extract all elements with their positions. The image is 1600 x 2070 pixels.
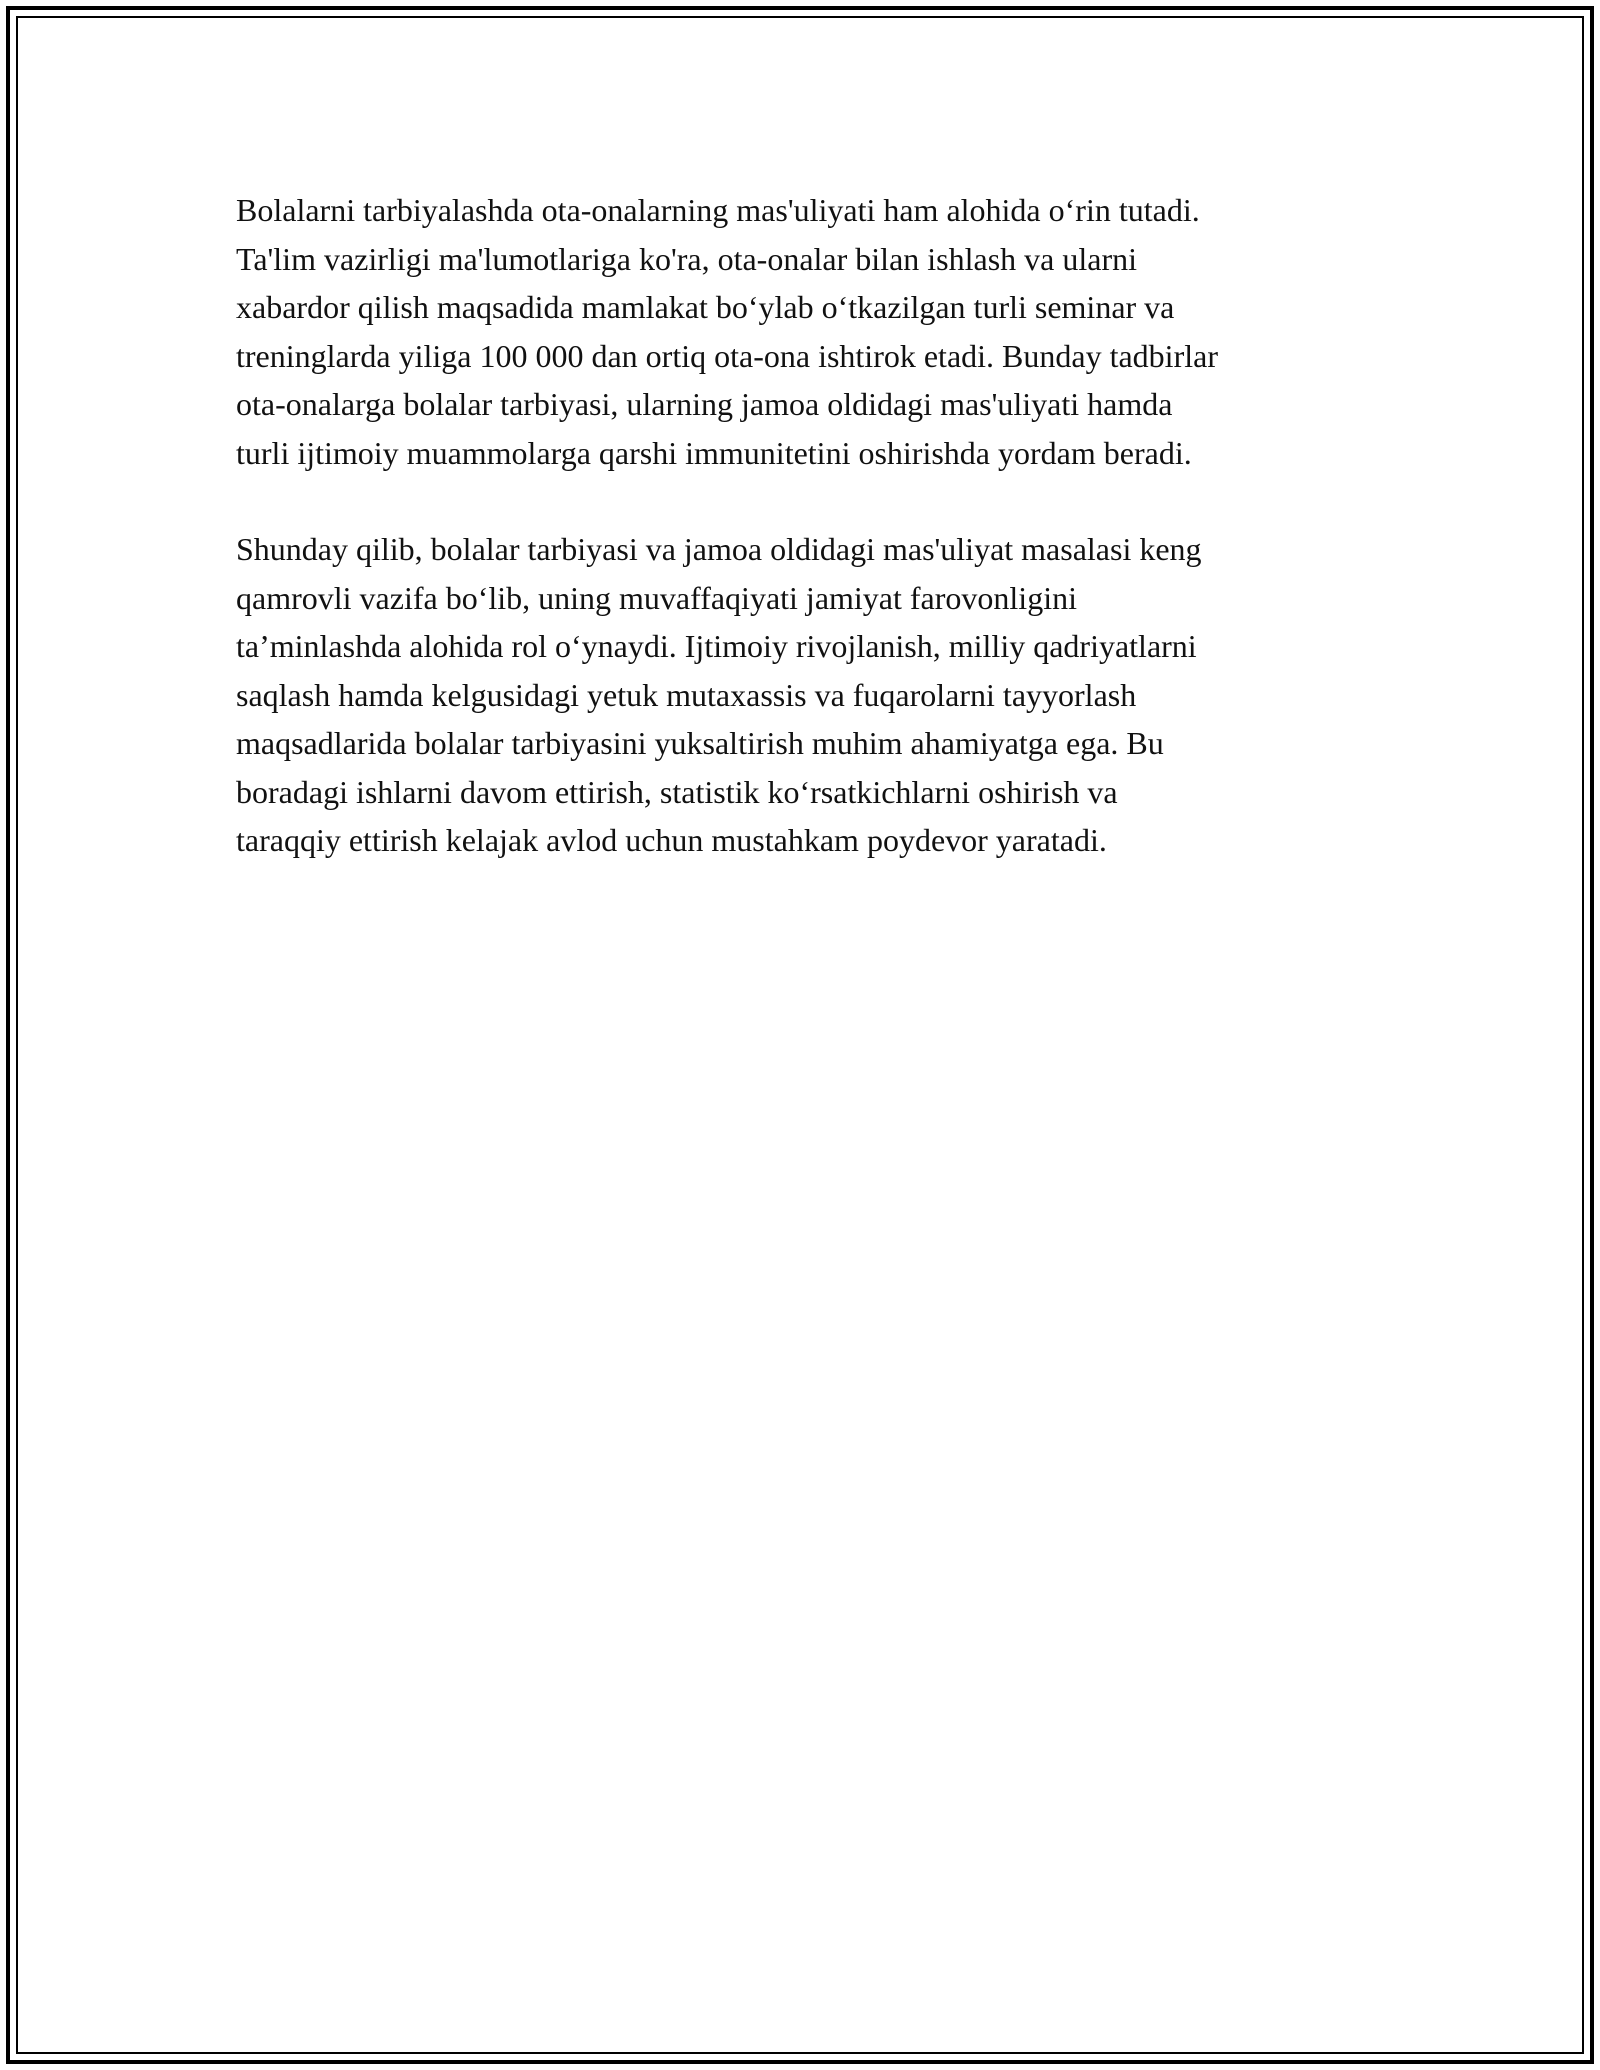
paragraph-line: saqlash hamda kelgusidagi yetuk mutaxassis va fuqarolarni tayyorlash: [236, 676, 1137, 713]
paragraph-conclusion: [236, 525, 1376, 865]
paragraph-line: Ta'lim vazirligi ma'lumotlariga ko'ra, ota-onalar bilan ishlash va ularni: [236, 240, 1137, 277]
paragraph-line: taraqqiy ettirish kelajak avlod uchun mustahkam poydevor yaratadi.: [236, 822, 1107, 858]
paragraph-line: xabardor qilish maqsadida mamlakat bo‘ylab o‘tkazilgan turli seminar va: [236, 289, 1175, 325]
paragraph-line: turli ijtimoiy muammolarga qarshi immunitetini oshirishda yordam beradi.: [236, 434, 1192, 471]
paragraph-line: ta’minlashda alohida rol o‘ynaydi. Ijtimoiy rivojlanish, milliy qadriyatlarni: [236, 628, 1197, 664]
paragraph-line: boradagi ishlarni davom ettirish, statistik ko‘rsatkichlarni oshirish va: [236, 773, 1118, 810]
paragraph-parental-responsibility: [236, 186, 1376, 477]
paragraph-line: ota-onalarga bolalar tarbiyasi, ularning jamoa oldidagi mas'uliyati hamda: [236, 386, 1173, 422]
document-body: [236, 186, 1376, 913]
paragraph-line: maqsadlarida bolalar tarbiyasini yuksaltirish muhim ahamiyatga ega. Bu: [236, 725, 1164, 761]
paragraph-line: Shunday qilib, bolalar tarbiyasi va jamoa oldidagi mas'uliyat masalasi keng: [236, 531, 1202, 567]
paragraph-line: treninglarda yiliga 100 000 dan ortiq ota-ona ishtirok etadi. Bunday tadbirlar: [236, 337, 1218, 374]
paragraph-line: Bolalarni tarbiyalashda ota-onalarning mas'uliyati ham alohida o‘rin tutadi.: [236, 192, 1200, 228]
paragraph-line: qamrovli vazifa bo‘lib, uning muvaffaqiyati jamiyat farovonligini: [236, 579, 1077, 616]
